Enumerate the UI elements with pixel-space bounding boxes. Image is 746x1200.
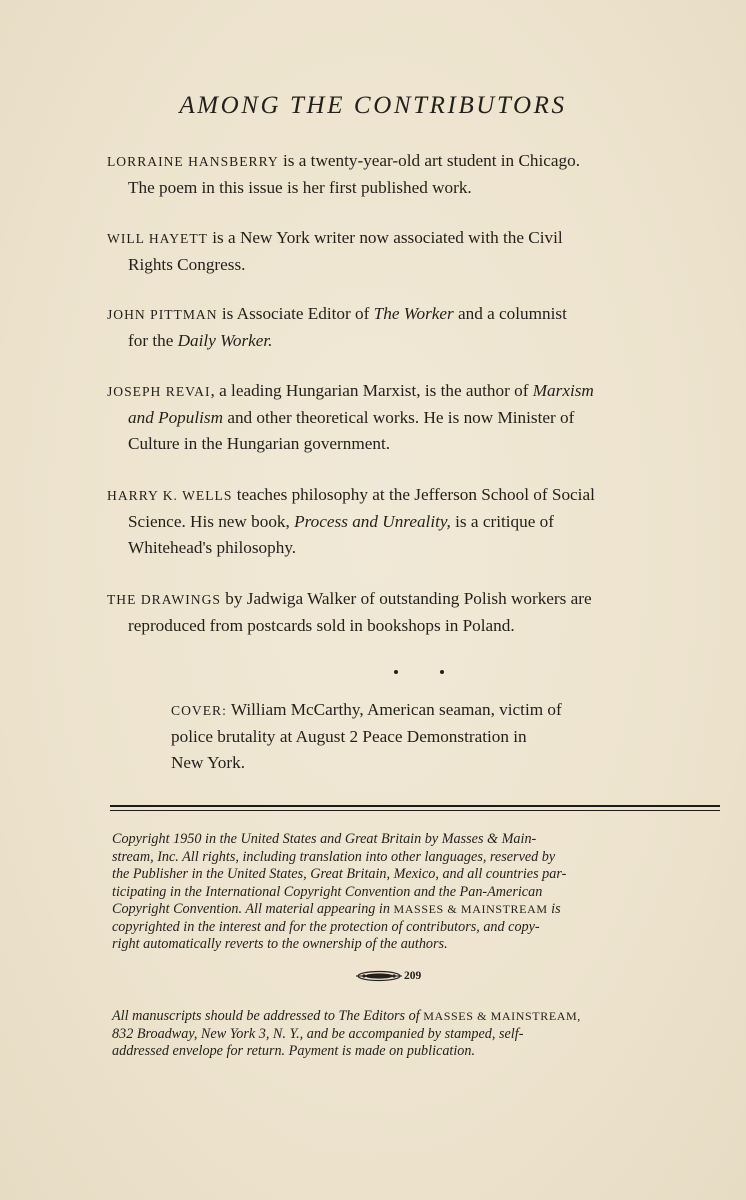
publication-title: Daily Worker.: [177, 331, 273, 350]
contributor-name: THE DRAWINGS: [107, 592, 221, 607]
page-title: AMONG THE CONTRIBUTORS: [179, 92, 567, 119]
divider-rule-thick: [110, 805, 720, 807]
divider-rule-thin: [110, 810, 720, 811]
contributor-entry-drawings: THE DRAWINGS by Jadwiga Walker of outstanding Polish workers are reproduced from postcards sold in bookshops in Poland.: [107, 589, 592, 635]
magazine-name: MASSES & MAINSTREAM: [393, 902, 548, 916]
divider-dot: [440, 670, 444, 674]
contributor-entry-hayett: WILL HAYETT is a New York writer now associated with the Civil Rights Congress.: [107, 228, 563, 274]
contributor-entry-pittman: JOHN PITTMAN is Associate Editor of The Worker and a columnist for the Daily Worker.: [107, 304, 567, 350]
book-title: Process and Unreality,: [294, 512, 451, 531]
page-number: [356, 968, 421, 984]
contributor-entry-hansberry: LORRAINE HANSBERRY is a twenty-year-old art student in Chicago. The poem in this issue is her first published work.: [107, 151, 581, 197]
magazine-name: MASSES & MAINSTREAM,: [423, 1009, 581, 1023]
divider-dot: [394, 670, 398, 674]
copyright-notice: Copyright 1950 in the United States and Great Britain by Masses & Main- stream, Inc. All rights, including translation into other languages, reserved by the Publisher in the United States, Great Britain, Mexico, and all countries par- ticipating in the International Copyright Convention and the Pan-American Copyright Convention. All material appearing in MASSES & MAINSTREAM is copyrighted in the interest and for the protection of contributors, and copy- right automatically reverts to the ownership of the authors.: [112, 831, 567, 952]
manuscript-notice: All manuscripts should be addressed to The Editors of MASSES & MAINSTREAM, 832 Broadway, New York 3, N. Y., and be accompanied by stamped, self- addressed envelope for return. Payment is made on publication.: [112, 1008, 581, 1059]
book-title: and Populism: [128, 408, 224, 427]
contributor-name: HARRY K. WELLS: [107, 488, 233, 503]
contributor-entry-wells: HARRY K. WELLS teaches philosophy at the Jefferson School of Social Science. His new book, Process and Unreality, is a critique of Whitehead's philosophy.: [107, 485, 595, 557]
contributor-name: WILL HAYETT: [107, 231, 208, 246]
contributor-name: LORRAINE HANSBERRY: [107, 154, 279, 169]
contributor-entry-revai: JOSEPH REVAI, a leading Hungarian Marxist, is the author of Marxism and Populism and other theoretical works. He is now Minister of Culture in the Hungarian government.: [107, 381, 594, 453]
cover-credit: COVER: William McCarthy, American seaman, victim of police brutality at August 2 Peace Demonstration in New York.: [171, 700, 562, 772]
cover-label: COVER:: [171, 703, 227, 718]
section-divider-dots: [0, 662, 746, 682]
contributor-name: JOHN PITTMAN: [107, 307, 218, 322]
book-title: Marxism: [532, 381, 594, 400]
page-number-text: 209: [404, 970, 422, 982]
publication-title: The Worker: [373, 304, 454, 323]
ornament-icon: [356, 970, 402, 982]
contributor-name: JOSEPH REVAI: [107, 384, 211, 399]
